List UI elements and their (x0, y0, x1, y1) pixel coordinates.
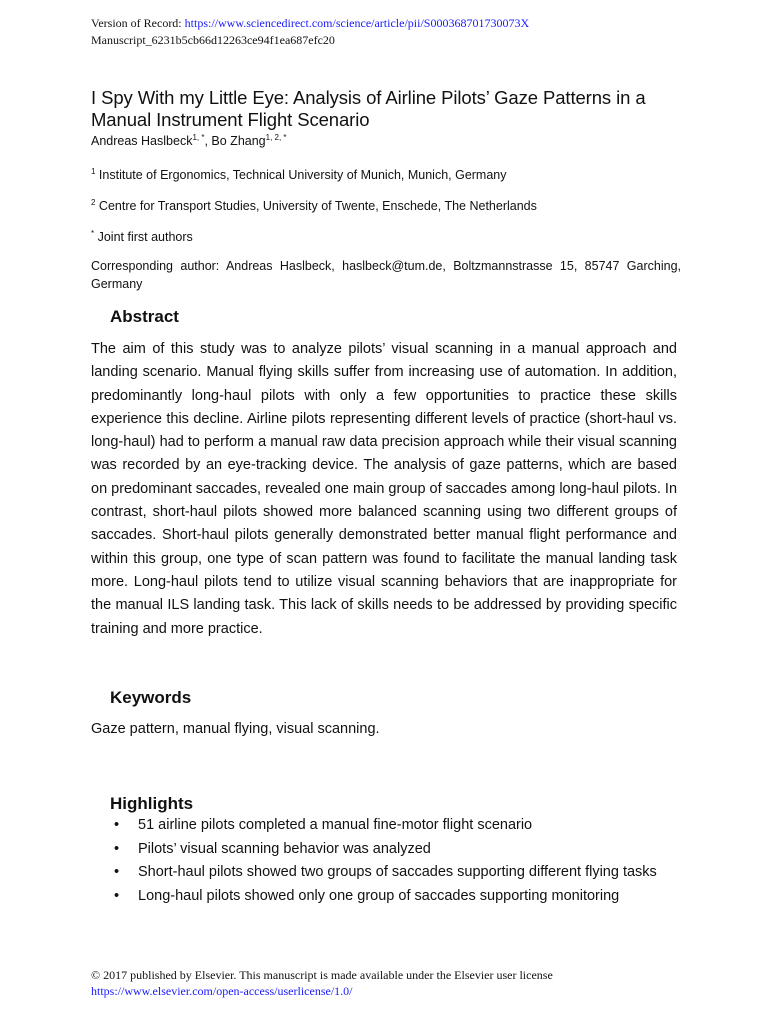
list-item (91, 885, 657, 909)
version-of-record (91, 16, 529, 30)
bullet: • (114, 840, 120, 857)
abstract-text: The aim of this study was to analyze pilots’ visual scanning in a manual approach and landing scenario. Manual flying skills suffer from increasing use of automation. In addition, predominantly long-haul pilots with only a few opportunities to practice these skills experience this decline. Airline pilots representing different levels of practice (short-haul vs. long-haul) had to perform a manual raw data precision approach while their visual scanning was recorded by an eye-tracking device. The analysis of gaze patterns, which are based on predominant saccades, revealed one main group of saccades among long-haul pilots. In contrast, short-haul pilots showed more balanced scanning using two different groups of saccades. Short-haul pilots generally demonstrated better manual flight performance and within this group, one type of scan pattern was found to facilitate the manual landing task more. Long-haul pilots tend to utilize visual scanning behaviors that are inappropriate for the manual ILS landing task. This lack of skills needs to be addressed by providing specific training and more practice. (91, 341, 678, 637)
highlights-heading: Highlights (110, 794, 194, 813)
author-name: Bo Zhang (211, 134, 266, 148)
highlights-list (91, 814, 657, 908)
license-url-link[interactable]: https://www.elsevier.com/open-access/userlicense/1.0/ (91, 984, 353, 998)
list-item (91, 861, 657, 885)
abstract-heading: Abstract (110, 307, 179, 326)
affiliation-text: Centre for Transport Studies, University of Twente, Enschede, The Netherlands (95, 199, 537, 213)
license-url-line (91, 984, 352, 998)
highlight-text: Pilots’ visual scanning behavior was analyzed (138, 840, 431, 857)
list-item (91, 838, 657, 862)
list-item (91, 814, 657, 838)
bullet: • (114, 817, 120, 833)
author-affiliation-mark: 1, 2, * (265, 133, 287, 142)
version-label: Version of Record: (91, 16, 185, 30)
highlight-text: Short-haul pilots showed two groups of saccades supporting different flying tasks (138, 864, 657, 881)
bullet: • (114, 864, 120, 881)
affiliation-note (91, 226, 681, 245)
affiliation-text: Institute of Ergonomics, Technical University of Munich, Munich, Germany (95, 168, 507, 182)
keywords-heading: Keywords (110, 688, 192, 707)
version-url-link[interactable]: https://www.sciencedirect.com/science/article/pii/S000368701730073X (184, 16, 530, 30)
affiliation-text: Joint first authors (94, 230, 193, 244)
paper-title: I Spy With my Little Eye: Analysis of Airline Pilots’ Gaze Patterns in a Manual Instrument Flight Scenario (91, 87, 646, 130)
author-name: Andreas Haslbeck (91, 134, 193, 148)
highlight-text: Long-haul pilots showed only one group of saccades supporting monitoring (138, 887, 620, 904)
affiliation-1 (91, 164, 681, 183)
author-affiliation-mark: 1, * (192, 133, 205, 142)
affiliation-mark: 2 (91, 198, 96, 207)
affiliation-mark: 1 (91, 167, 96, 176)
corresponding-author: Corresponding author: Andreas Haslbeck, haslbeck@tum.de, Boltzmannstrasse 15, 85747 Garching, Germany (91, 259, 681, 291)
keywords-text: Gaze pattern, manual flying, visual scanning. (91, 721, 380, 737)
affiliation-mark: * (91, 229, 95, 238)
bullet: • (114, 887, 120, 904)
author-separator: , (204, 134, 212, 148)
license-text: © 2017 published by Elsevier. This manuscript is made available under the Elsevier user license (91, 968, 553, 982)
authors-line (91, 133, 287, 148)
manuscript-id: Manuscript_6231b5cb66d12263ce94f1ea687efc20 (91, 33, 335, 47)
affiliation-2 (91, 195, 681, 214)
highlight-text: 51 airline pilots completed a manual fine-motor flight scenario (138, 817, 533, 833)
